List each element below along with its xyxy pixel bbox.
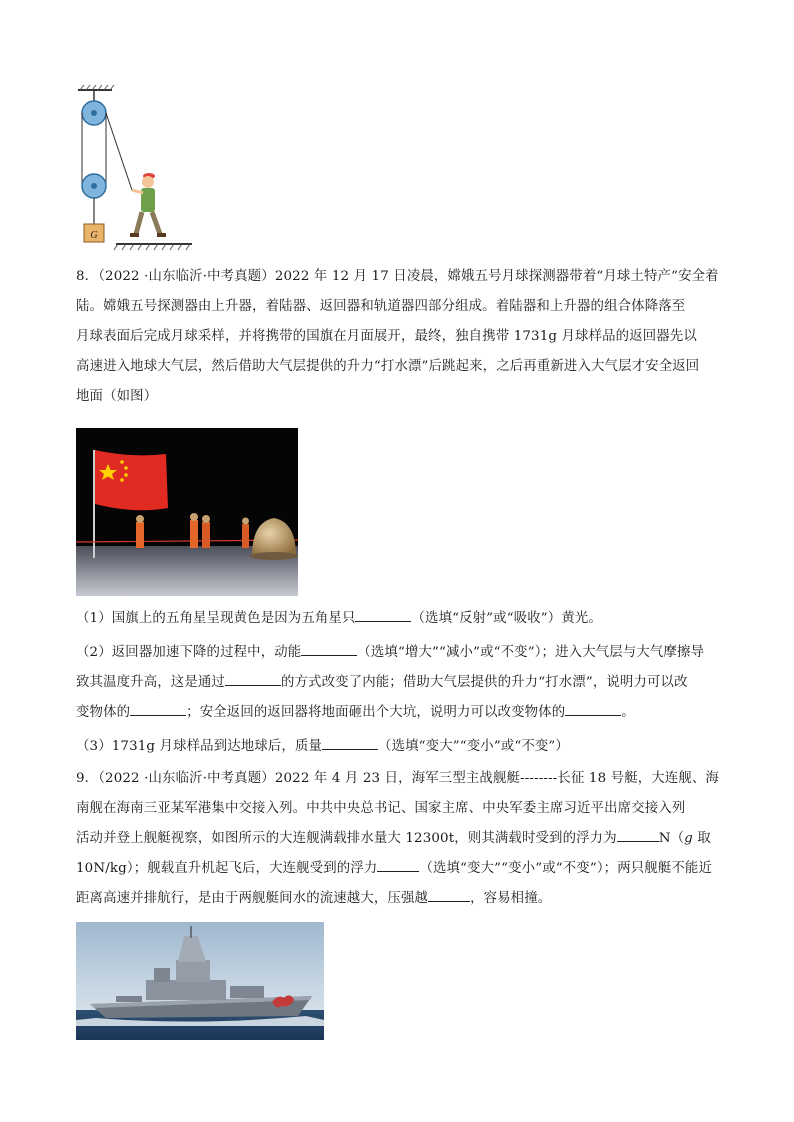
q8-line-4: 高速进入地球大气层，然后借助大气层提供的升力“打水漂”后跳起来，之后再重新进入大气层才安全返回	[76, 359, 700, 374]
answer-blank-buoyancy[interactable]	[617, 826, 659, 842]
q9-line-2: 南舰在海南三亚某军港集中交接入列。中共中央总书记、国家主席、中央军委主席习近平出席交接入列	[76, 801, 686, 816]
q8-sub-1-text-b: （选填“反射”或“吸收”）黄光。	[411, 611, 602, 626]
q9-line-3-text-b: N（	[658, 831, 685, 846]
flag-photo	[76, 428, 298, 596]
q8-line-5: 地面（如图）	[76, 389, 158, 404]
q8-line-3: 月球表面后完成月球采样，并将携带的国旗在月面展开，最终，独自携带 1731g 月球样品的返回器先以	[76, 329, 697, 344]
q8-sub-2-text-c: 致其温度升高，这是通过	[76, 675, 225, 690]
q8-sub-1-text-a: （1）国旗上的五角星呈现黄色是因为五角星只	[76, 611, 356, 626]
answer-blank-kinetic-energy[interactable]	[301, 640, 357, 656]
q8-sub-3-text-b: （选填“变大”“变小”或“不变”）	[378, 739, 569, 754]
q9-line-3-text-a: 活动并登上舰艇视察，如图所示的大连舰满载排水量大 12300t，则其满载时受到的浮力为	[76, 831, 617, 846]
q8-sub-3	[76, 734, 726, 760]
q8-line-1: 8．（2022 ·山东临沂·中考真题）2022 年 12 月 17 日凌晨，嫦娥五号月球探测器带着“月球土特产”安全着	[76, 269, 719, 284]
pulley-figure	[72, 84, 196, 252]
q9-line-4-text-b: （选填“变大”“变小”或“不变”）；两只舰艇不能近	[419, 861, 712, 876]
q9-line-4	[76, 856, 726, 882]
q8-sub-2-line-3	[76, 700, 726, 726]
q8-sub-1	[76, 606, 726, 632]
answer-blank-force-effect-1[interactable]	[130, 700, 186, 716]
q8-line-2: 陆。嫦娥五号探测器由上升器，着陆器、返回器和轨道器四部分组成。着陆器和上升器的组合体降落至	[76, 299, 686, 314]
q8-sub-2-text-d: 的方式改变了内能；借助大气层提供的升力“打水漂”，说明力可以改	[280, 675, 688, 690]
q8-sub-2-line-1	[76, 640, 726, 666]
weight-label: G	[90, 230, 98, 241]
q8-sub-2-text-e: 变物体的	[76, 705, 131, 720]
answer-blank-pressure[interactable]	[428, 886, 470, 902]
q9-line-1: 9．（2022 ·山东临沂·中考真题）2022 年 4 月 23 日，海军三型主战舰艇--------长征 18 号艇，大连舰、海	[76, 771, 719, 786]
q9-g-symbol: g	[684, 831, 693, 846]
answer-blank-reflect-absorb[interactable]	[355, 606, 411, 622]
warship-photo	[76, 922, 324, 1040]
q8-sub-2-text-f: ；安全返回的返回器将地面砸出个大坑，说明力可以改变物体的	[186, 705, 566, 720]
q9-line-4-text-a: 10N/kg）；舰载直升机起飞后，大连舰受到的浮力	[76, 861, 378, 876]
answer-blank-mass[interactable]	[322, 734, 378, 750]
q8-sub-3-text-a: （3）1731g 月球样品到达地球后，质量	[76, 739, 323, 754]
q8-sub-2-text-a: （2）返回器加速下降的过程中，动能	[76, 645, 302, 660]
q9-line-5-text-a: 距离高速并排航行，是由于两舰艇间水的流速越大，压强越	[76, 891, 429, 906]
q8-sub-2-text-b: （选填“增大”“减小”或“不变”）；进入大气层与大气摩擦导	[357, 645, 705, 660]
answer-blank-internal-energy-method[interactable]	[225, 670, 281, 686]
flag-photo-illustration	[76, 428, 298, 596]
warship-illustration	[76, 922, 324, 1040]
q9-line-3	[76, 826, 726, 852]
q9-line-5-text-b: ，容易相撞。	[470, 891, 552, 906]
q9-line-3-text-d: 取	[692, 831, 711, 846]
q8-sub-2-line-2	[76, 670, 726, 696]
answer-blank-buoyancy-change[interactable]	[377, 856, 419, 872]
pulley-diagram	[72, 84, 196, 252]
answer-blank-force-effect-2[interactable]	[565, 700, 621, 716]
q9-line-5	[76, 886, 726, 912]
q8-sub-2-text-g: 。	[621, 705, 635, 720]
flag	[95, 450, 168, 510]
person-pulling	[130, 173, 166, 237]
